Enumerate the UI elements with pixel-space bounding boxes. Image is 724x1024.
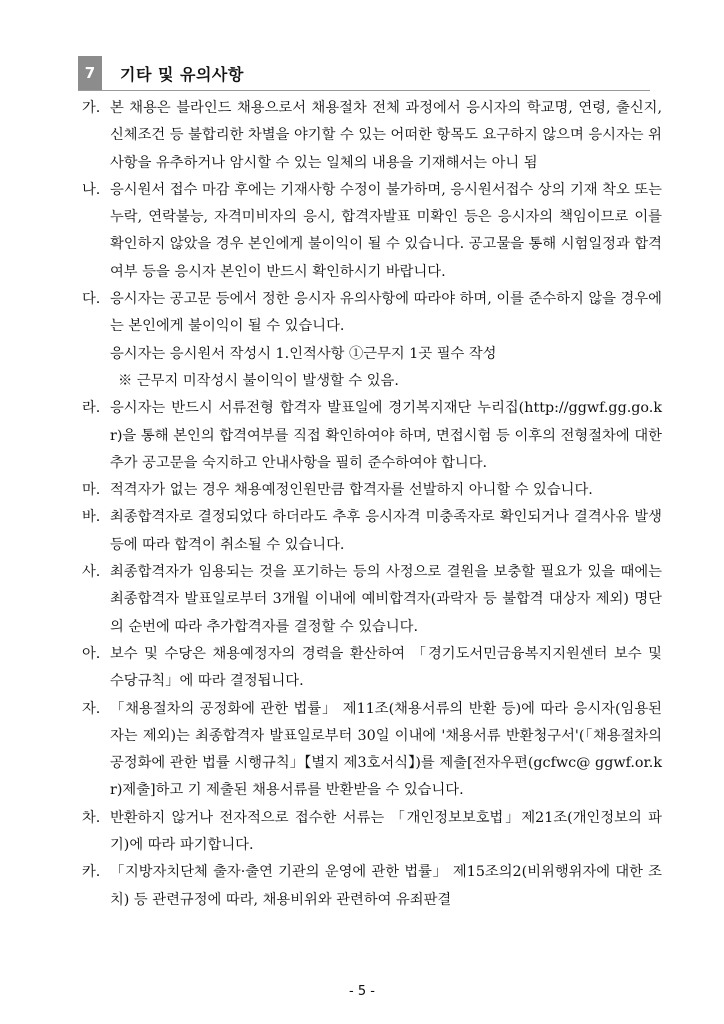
list-item	[82, 395, 662, 477]
notice-list	[82, 95, 662, 914]
item-paragraph: 「채용절차의 공정화에 관한 법률」 제11조(채용서류의 반환 등)에 따라 응시자(임용된 자는 제외)는 최종합격자 발표일로부터 30일 이내에 '채용서류 반환청구서'(「채용절차의 공정화에 관한 법률 시행규칙」【별지 제3호서식】)를 제출[전자우편(gcfwc@ ggwf.or.kr)제출]하고 기 제출된 채용서류를 반환받을 수 있습니다.	[110, 700, 662, 799]
list-item	[82, 477, 662, 504]
item-text	[110, 641, 662, 696]
list-item	[82, 641, 662, 696]
item-marker: 아.	[82, 645, 101, 662]
list-item	[82, 286, 662, 395]
item-paragraph: 응시자는 공고문 등에서 정한 응시자 유의사항에 따라야 하며, 이를 준수하지 않을 경우에는 본인에게 불이익이 될 수 있습니다.	[110, 291, 662, 335]
item-text	[110, 504, 662, 559]
item-paragraph: 응시자는 반드시 서류전형 합격자 발표일에 경기복지재단 누리집(http://ggwf.gg.go.kr)을 통해 본인의 합격여부를 직접 확인하여야 하며, 면접시험 등 이후의 전형절차에 대한 추가 공고문을 숙지하고 안내사항을 필히 준수하여야 합니다.	[110, 400, 662, 471]
item-marker: 나.	[82, 181, 101, 198]
section-header	[78, 56, 650, 91]
item-marker: 카.	[82, 864, 101, 881]
section-title: 기타 및 유의사항	[120, 64, 244, 84]
item-text	[110, 95, 662, 177]
item-marker: 사.	[82, 564, 101, 581]
item-text	[110, 286, 662, 395]
item-paragraph: 최종합격자로 결정되었다 하더라도 추후 응시자격 미충족자로 확인되거나 결격사유 발생등에 따라 합격이 취소될 수 있습니다.	[110, 509, 662, 553]
list-item	[82, 504, 662, 559]
list-item	[82, 859, 662, 914]
item-paragraph: 최종합격자가 임용되는 것을 포기하는 등의 사정으로 결원을 보충할 필요가 있을 때에는 최종합격자 발표일로부터 3개월 이내에 예비합격자(과락자 등 불합격 대상자 제외) 명단의 순번에 따라 추가합격자를 결정할 수 있습니다.	[110, 564, 662, 635]
item-paragraph: 「지방자치단체 출자·출연 기관의 운영에 관한 법률」 제15조의2(비위행위자에 대한 조치) 등 관련규정에 따라, 채용비위와 관련하여 유죄판결	[110, 864, 662, 908]
item-paragraph: 반환하지 않거나 전자적으로 접수한 서류는 「개인정보보호법」제21조(개인정보의 파기)에 따라 파기합니다.	[110, 809, 662, 854]
item-text	[110, 477, 662, 504]
item-marker: 바.	[82, 509, 101, 526]
item-paragraph: 적격자가 없는 경우 채용예정인원만큼 합격자를 선발하지 아니할 수 있습니다.	[110, 482, 593, 499]
item-paragraph: 보수 및 수당은 채용예정자의 경력을 환산하여 「경기도서민금융복지지원센터 보수 및 수당규칙」에 따라 결정됩니다.	[110, 645, 662, 690]
item-paragraph: 응시자는 응시원서 작성시 1.인적사항 ①근무지 1곳 필수 작성	[110, 345, 497, 362]
item-marker: 다.	[82, 291, 101, 308]
list-item	[82, 696, 662, 805]
item-marker: 마.	[82, 482, 101, 499]
item-text	[110, 805, 662, 860]
list-item	[82, 805, 662, 860]
item-paragraph: 본 채용은 블라인드 채용으로서 채용절차 전체 과정에서 응시자의 학교명, 연령, 출신지, 신체조건 등 불합리한 차별을 야기할 수 있는 어떠한 항목도 요구하지 않으며 응시자는 위 사항을 유추하거나 암시할 수 있는 일체의 내용을 기재해서는 아니 됨	[110, 100, 662, 171]
item-marker: 자.	[82, 700, 101, 717]
section-number: 7	[78, 56, 102, 90]
item-paragraph: 응시원서 접수 마감 후에는 기재사항 수정이 불가하며, 응시원서접수 상의 기재 착오 또는 누락, 연락불능, 자격미비자의 응시, 합격자발표 미확인 등은 응시자의 책임이므로 이를 확인하지 않았을 경우 본인에게 불이익이 될 수 있습니다. 공고물을 통해 시험일정과 합격여부 등을 응시자 본인이 반드시 확인하시기 바랍니다.	[110, 181, 662, 280]
list-item	[82, 95, 662, 177]
item-marker: 차.	[82, 809, 101, 826]
page-number: - 5 -	[349, 984, 375, 999]
item-marker: 라.	[82, 400, 101, 417]
item-text	[110, 395, 662, 477]
item-text	[110, 696, 662, 805]
item-text	[110, 859, 662, 914]
item-text	[110, 559, 662, 641]
item-marker: 가.	[82, 100, 101, 116]
list-item	[82, 177, 662, 286]
item-text	[110, 177, 662, 286]
item-note: ※ 근무지 미작성시 불이익이 발생할 수 있음.	[118, 372, 399, 389]
list-item	[82, 559, 662, 641]
